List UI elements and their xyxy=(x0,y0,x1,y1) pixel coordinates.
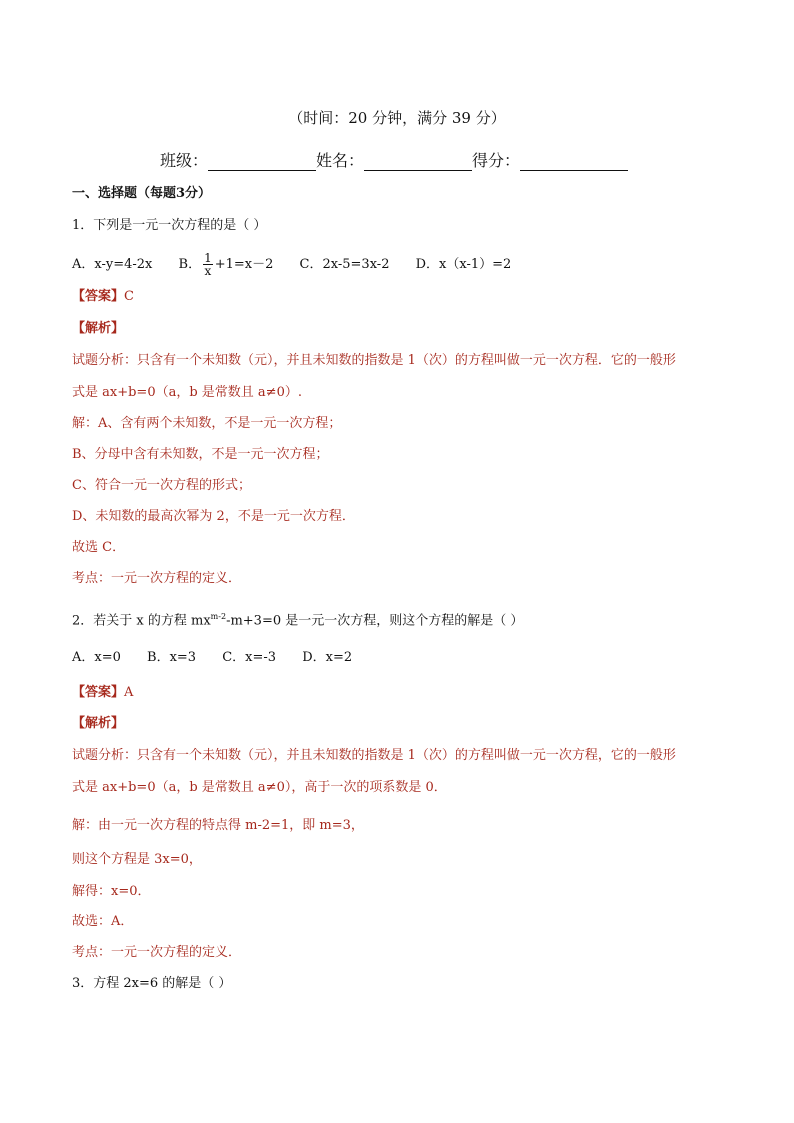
q2-options xyxy=(72,650,352,666)
q1-solution-line-3: C、符合一元一次方程的形式； xyxy=(72,478,251,493)
q2-option-a: A．x=0 xyxy=(72,650,121,665)
q1-solution-line-2: B、分母中含有未知数，不是一元一次方程； xyxy=(72,447,329,462)
q2-answer xyxy=(72,685,133,701)
q2-option-b: B．x=3 xyxy=(147,650,197,665)
q1-analysis-line-1: 试题分析：只含有一个未知数（元），并且未知数的指数是 1（次）的方程叫做一元一次方程．它的一般形 xyxy=(72,353,676,368)
answer-value: C xyxy=(124,289,134,304)
q1-stem: 1．下列是一元一次方程的是（ ） xyxy=(72,218,267,233)
q1-point: 考点：一元一次方程的定义． xyxy=(72,571,242,586)
q2-option-c: C．x=-3 xyxy=(222,650,277,665)
q1-options xyxy=(72,252,511,277)
q1-analysis-label: 【解析】 xyxy=(72,321,125,336)
exponent: m-2 xyxy=(210,612,227,621)
class-blank[interactable] xyxy=(208,154,316,171)
section-title: 一、选择题（每题3分） xyxy=(72,186,212,201)
answer-value: A xyxy=(124,685,134,700)
q1-answer xyxy=(72,289,134,305)
q1-option-b: B． $\frac{1}{x}$ +1=x－2 xyxy=(178,251,274,278)
exam-time-line: （时间：20 分钟，满分 39 分） xyxy=(288,109,506,127)
q3-stem: 3．方程 2x=6 的解是（ ） xyxy=(72,976,232,991)
name-label: 姓名： xyxy=(316,151,365,170)
q1-solution-line-1: 解：A、含有两个未知数，不是一元一次方程； xyxy=(72,416,342,431)
score-label: 得分： xyxy=(472,151,521,170)
q1-analysis-line-2: 式是 ax+b=0（a，b 是常数且 a≠0）. xyxy=(72,385,302,400)
q2-analysis-line-1: 试题分析：只含有一个未知数（元），并且未知数的指数是 1（次）的方程叫做一元一次方程，它的一般形 xyxy=(72,748,676,763)
q1-option-a: A．x-y=4-2x xyxy=(72,257,153,272)
q2-analysis-label: 【解析】 xyxy=(72,716,125,731)
q2-solution-line-4: 故选：A． xyxy=(72,914,134,929)
q2-solution-line-2: 则这个方程是 3x=0， xyxy=(72,852,202,867)
q1-solution-line-5: 故选 C． xyxy=(72,540,126,555)
q1-option-c: C．2x-5=3x-2 xyxy=(299,257,390,272)
score-blank[interactable] xyxy=(520,154,628,171)
q2-option-d: D．x=2 xyxy=(302,650,353,665)
q1-option-d: D．x（x-1）=2 xyxy=(415,257,512,272)
q2-analysis-line-2: 式是 ax+b=0（a，b 是常数且 a≠0），高于一次的项系数是 0． xyxy=(72,780,447,795)
q2-solution-line-1: 解：由一元一次方程的特点得 m-2=1，即 m=3， xyxy=(72,818,364,833)
student-info-fields xyxy=(160,148,628,171)
name-blank[interactable] xyxy=(364,154,472,171)
q2-point: 考点：一元一次方程的定义． xyxy=(72,945,242,960)
q2-stem: 2．若关于 x 的方程 $mx^{m-2}-m+3=0$ 是一元一次方程，则这个方程的解是（ ） xyxy=(72,612,524,629)
fraction: $\frac{1}{x}$ xyxy=(204,251,212,278)
class-label: 班级： xyxy=(160,151,209,170)
q2-solution-line-3: 解得：x=0． xyxy=(72,884,151,899)
answer-label: 【答案】 xyxy=(72,289,125,304)
answer-label: 【答案】 xyxy=(72,685,125,700)
q1-solution-line-4: D、未知数的最高次幂为 2，不是一元一次方程． xyxy=(72,509,355,524)
